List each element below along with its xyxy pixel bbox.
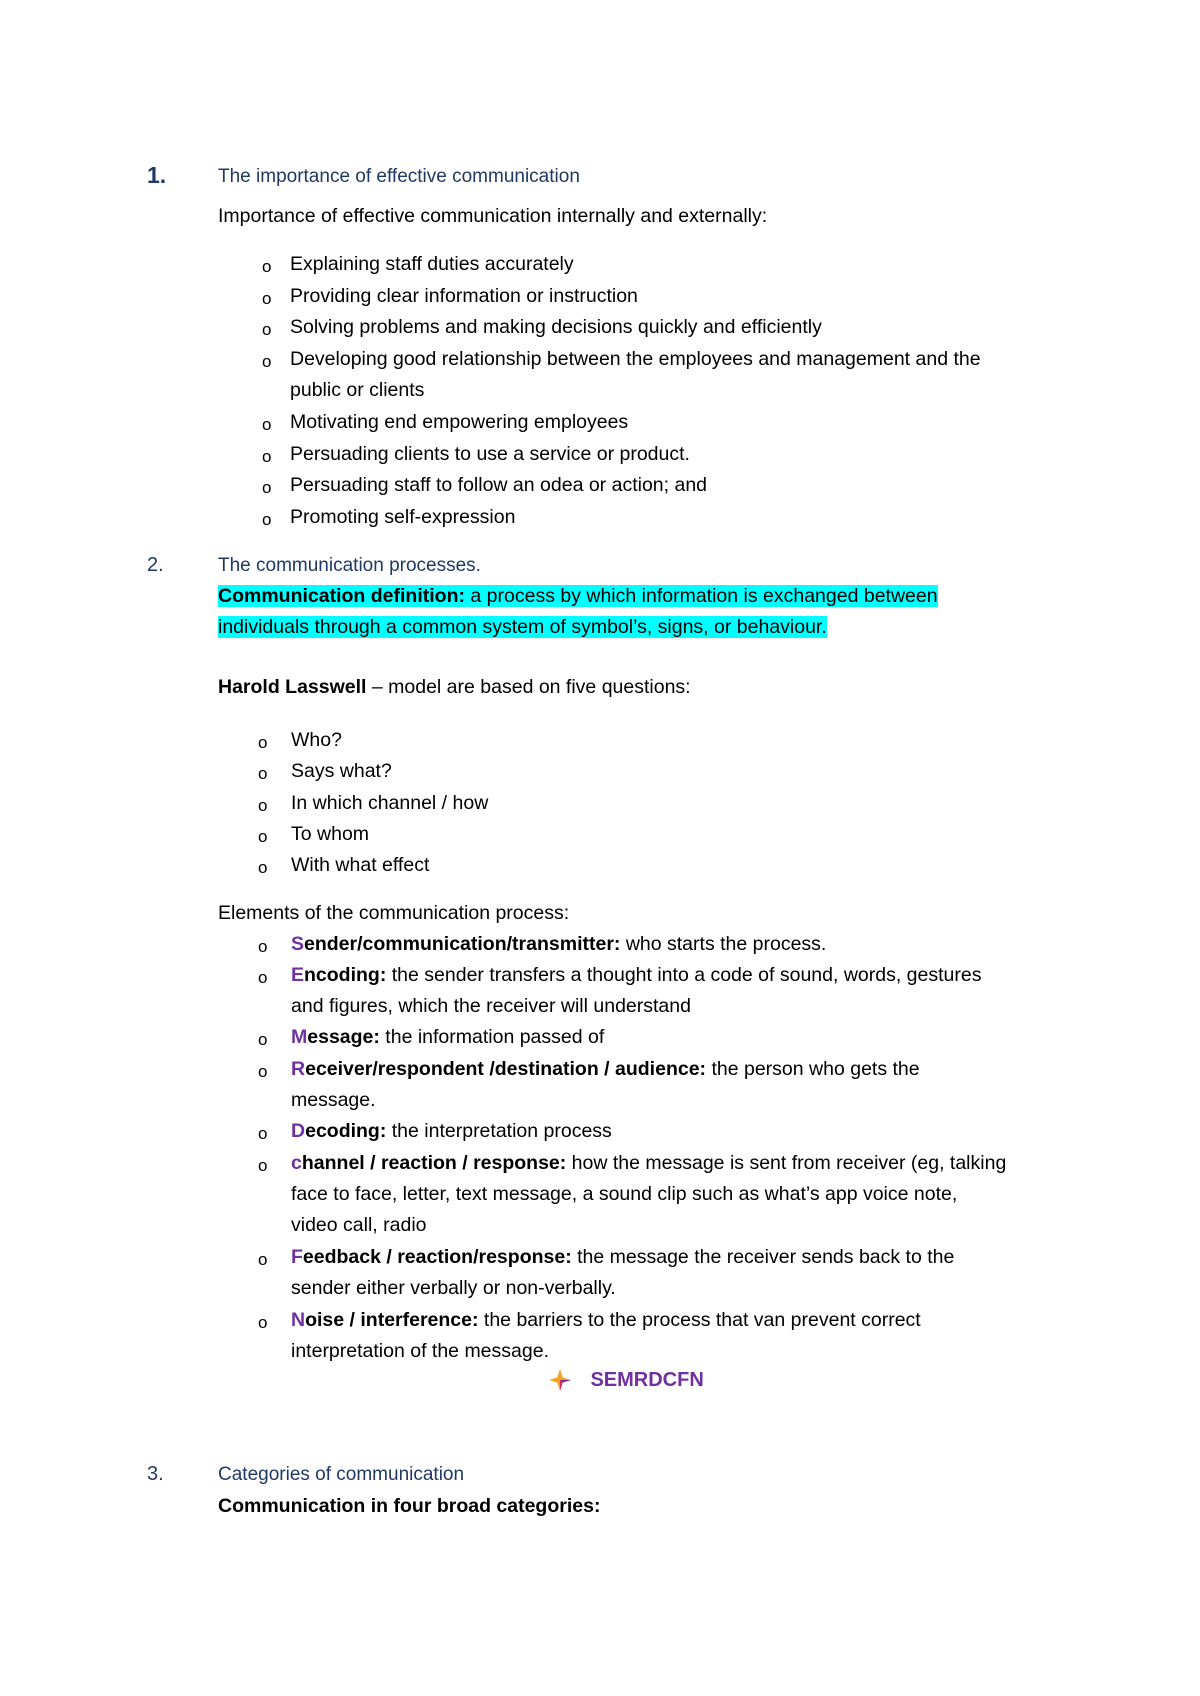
element-desc: the sender transfers a thought into a code of sound, words, gestures: [386, 964, 982, 986]
element-term: ender/communication/transmitter:: [304, 933, 621, 955]
element-desc: the message the receiver sends back to the: [571, 1246, 955, 1268]
list-item: [291, 1309, 921, 1332]
list-item: [291, 1058, 920, 1081]
bullet-marker: o: [258, 796, 268, 815]
element-desc: how the message is sent from receiver (eg, talking: [566, 1152, 1007, 1174]
element-term: essage:: [307, 1026, 380, 1048]
list-item: Promoting self-expression: [290, 506, 516, 528]
list-item: With what effect: [291, 854, 430, 876]
mnemonic: [548, 1368, 704, 1392]
bullet-marker: o: [258, 1030, 268, 1049]
list-item: Explaining staff duties accurately: [290, 253, 574, 275]
bullet-marker: o: [258, 1156, 268, 1175]
elements-intro: Elements of the communication process:: [218, 902, 570, 924]
sparkle-icon: [548, 1368, 572, 1392]
list-item-continuation: interpretation of the message.: [291, 1340, 549, 1362]
element-term: hannel / reaction / response:: [301, 1152, 567, 1174]
list-item: To whom: [291, 823, 370, 845]
list-item-continuation: message.: [291, 1089, 376, 1111]
bullet-marker: o: [258, 1062, 268, 1081]
list-item: [291, 1026, 604, 1049]
lasswell-intro: [218, 676, 691, 699]
bullet-marker: o: [262, 257, 272, 276]
mnemonic-text: SEMRDCFN: [590, 1368, 704, 1391]
list-item-continuation: and figures, which the receiver will understand: [291, 995, 691, 1017]
definition-line-2: [218, 616, 827, 639]
element-term: eceiver/respondent /destination / audience:: [305, 1058, 707, 1080]
bullet-marker: o: [262, 478, 272, 497]
list-item: [291, 1152, 1006, 1175]
definition-term: Communication definition:: [218, 585, 465, 607]
list-item: In which channel / how: [291, 792, 489, 814]
bullet-marker: o: [258, 827, 268, 846]
element-initial: E: [291, 964, 305, 986]
list-item-continuation: video call, radio: [291, 1214, 427, 1236]
element-term: ncoding:: [304, 964, 387, 986]
element-initial: D: [291, 1120, 306, 1142]
section-1-number: 1.: [147, 162, 167, 188]
list-item-continuation: public or clients: [290, 379, 425, 401]
list-item-continuation: face to face, letter, text message, a sound clip such as what’s app voice note,: [291, 1183, 958, 1205]
bullet-marker: o: [258, 733, 268, 752]
element-initial: c: [291, 1152, 302, 1174]
list-item: Says what?: [291, 760, 392, 782]
definition-text-continued: individuals through a common system of symbol’s, signs, or behaviour.: [218, 616, 827, 638]
section-3-number: 3.: [147, 1463, 164, 1485]
list-item: [291, 964, 981, 987]
bullet-marker: o: [258, 968, 268, 987]
element-term: oise / interference:: [305, 1309, 479, 1331]
bullet-marker: o: [258, 1250, 268, 1269]
definition-line-1: [218, 585, 938, 608]
bullet-marker: o: [262, 352, 272, 371]
list-item: Solving problems and making decisions quickly and efficiently: [290, 316, 822, 338]
list-item: Providing clear information or instruction: [290, 285, 638, 307]
section-2-heading: The communication processes.: [218, 555, 481, 576]
list-item: Persuading clients to use a service or product.: [290, 443, 690, 465]
list-item: [291, 1120, 612, 1143]
bullet-marker: o: [258, 1313, 268, 1332]
element-desc: the interpretation process: [386, 1120, 612, 1142]
lasswell-name: Harold Lasswell: [218, 676, 367, 698]
element-term: eedback / reaction/response:: [302, 1246, 572, 1268]
bullet-marker: o: [262, 447, 272, 466]
element-initial: S: [291, 933, 305, 955]
definition-text: a process by which information is exchanged between: [464, 585, 938, 607]
bullet-marker: o: [262, 415, 272, 434]
list-item: [291, 933, 826, 956]
bullet-marker: o: [262, 510, 272, 529]
element-initial: N: [291, 1309, 306, 1331]
bullet-marker: o: [258, 858, 268, 877]
section-1-intro: Importance of effective communication internally and externally:: [218, 205, 768, 227]
element-initial: F: [291, 1246, 303, 1268]
bullet-marker: o: [262, 320, 272, 339]
section-3-heading: Categories of communication: [218, 1464, 465, 1485]
bullet-marker: o: [258, 764, 268, 783]
element-initial: M: [291, 1026, 308, 1048]
list-item-continuation: sender either verbally or non-verbally.: [291, 1277, 616, 1299]
bullet-marker: o: [258, 937, 268, 956]
element-desc: the person who gets the: [706, 1058, 920, 1080]
bullet-marker: o: [258, 1124, 268, 1143]
section-1-heading: The importance of effective communication: [218, 166, 580, 187]
element-term: ecoding:: [305, 1120, 387, 1142]
element-desc: the barriers to the process that van prevent correct: [478, 1309, 921, 1331]
list-item: Who?: [291, 729, 342, 751]
list-item: Motivating end empowering employees: [290, 411, 629, 433]
section-2-number: 2.: [147, 554, 164, 576]
list-item: Persuading staff to follow an odea or action; and: [290, 474, 708, 496]
lasswell-text: – model are based on five questions:: [366, 676, 691, 698]
element-desc: who starts the process.: [620, 933, 827, 955]
element-desc: the information passed of: [379, 1026, 605, 1048]
list-item: [291, 1246, 954, 1269]
list-item: Developing good relationship between the employees and management and the: [290, 348, 981, 370]
bullet-marker: o: [262, 289, 272, 308]
section-3-subheading: Communication in four broad categories:: [218, 1495, 601, 1517]
element-initial: R: [291, 1058, 306, 1080]
